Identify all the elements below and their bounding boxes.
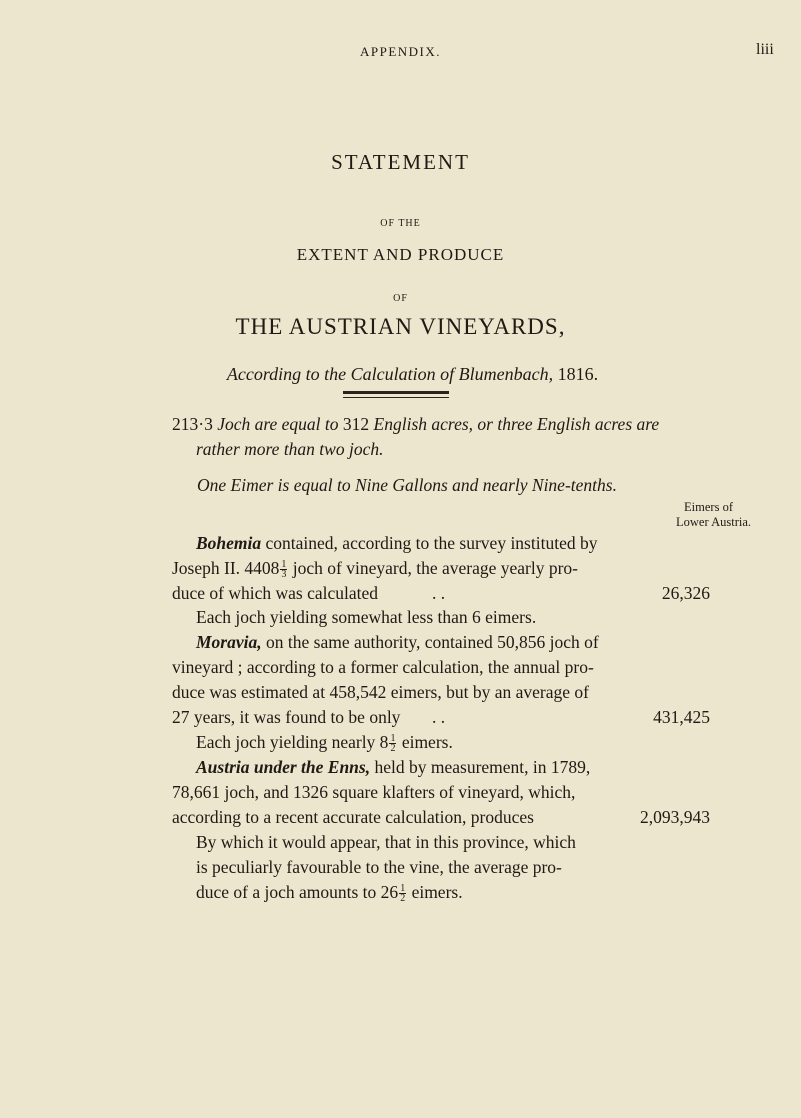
bohemia-text-2b: joch of vineyard, the average yearly pro- [292, 558, 579, 578]
bohemia-produce-value: 26,326 [661, 583, 710, 603]
column-header-line-1: Eimers of [684, 500, 733, 514]
austria-text-6a: duce of a joch amounts to 26 [196, 882, 399, 902]
austria-line-5: is peculiarly favourable to the vine, the average pro- [196, 857, 562, 877]
austria-text-1: held by measurement, in 1789, [374, 757, 591, 777]
austria-line-2: 78,661 joch, and 1326 square klafters of vineyard, which, [172, 782, 576, 802]
moravia-line-4: 27 years, it was found to be only [172, 707, 401, 727]
joch-note-line-2: rather more than two joch. [196, 439, 384, 459]
bohemia-line-1 [196, 533, 597, 554]
moravia-line-5 [196, 732, 453, 753]
bohemia-text-1: contained, according to the survey instituted by [265, 533, 598, 553]
moravia-line-2: vineyard ; according to a former calculation, the annual pro- [172, 657, 594, 677]
vineyards-title: THE AUSTRIAN VINEYARDS, [235, 314, 566, 339]
page-number: liii [756, 41, 774, 58]
austria-line-1 [196, 757, 590, 778]
bohemia-text-2a: Joseph II. 4408 [172, 558, 280, 578]
austria-name: Austria under the Enns, [196, 757, 371, 777]
attribution-year: 1816. [557, 364, 599, 384]
double-rule-thin [343, 397, 449, 398]
double-rule-thick [343, 391, 449, 394]
joch-note-line-1 [172, 414, 659, 435]
fraction-one-half: $\frac{1}{2}$ [400, 883, 406, 905]
moravia-text-5b: eimers. [401, 732, 453, 752]
austria-text-6b: eimers. [411, 882, 463, 902]
austria-line-6 [196, 882, 463, 903]
column-header [640, 500, 751, 530]
bohemia-line-2 [172, 558, 578, 579]
austria-produce-value: 2,093,943 [640, 807, 710, 827]
austria-line-4: By which it would appear, that in this province, which [196, 832, 576, 852]
bohemia-name: Bohemia [196, 533, 262, 553]
attribution-text: According to the Calculation of Blumenbach, [226, 364, 554, 384]
eimer-note: One Eimer is equal to Nine Gallons and nearly Nine-tenths. [197, 475, 617, 495]
moravia-line-3: duce was estimated at 458,542 eimers, but by an average of [172, 682, 589, 702]
of-the-caption: OF THE [380, 218, 421, 229]
column-header-line-2: Lower Austria. [676, 515, 751, 529]
joch-text-a: Joch are equal to [217, 414, 339, 434]
bohemia-line-3: duce of which was calculated [172, 583, 379, 603]
fraction-one-half: $\frac{1}{2}$ [390, 733, 396, 755]
leader-dots: . . [432, 583, 446, 603]
running-title: APPENDIX. [359, 44, 442, 59]
joch-value: 213·3 [172, 414, 213, 434]
austria-line-3: according to a recent accurate calculation, produces [172, 807, 534, 827]
moravia-line-1 [196, 632, 599, 653]
calculation-attribution [12, 364, 801, 385]
moravia-text-5a: Each joch yielding nearly 8 [196, 732, 389, 752]
acres-value: 312 [342, 414, 370, 434]
of-caption: OF [393, 293, 408, 304]
moravia-produce-value: 431,425 [653, 707, 710, 727]
leader-dots: . . [432, 707, 446, 727]
extent-subtitle: EXTENT AND PRODUCE [296, 245, 505, 264]
moravia-text-1: on the same authority, contained 50,856 joch of [266, 632, 599, 652]
bohemia-line-4: Each joch yielding somewhat less than 6 eimers. [196, 607, 537, 627]
moravia-name: Moravia, [196, 632, 262, 652]
joch-text-b: English acres, or three English acres are [373, 414, 660, 434]
fraction-one-third: $\frac{1}{3}$ [281, 559, 287, 581]
statement-title: STATEMENT [331, 150, 470, 174]
